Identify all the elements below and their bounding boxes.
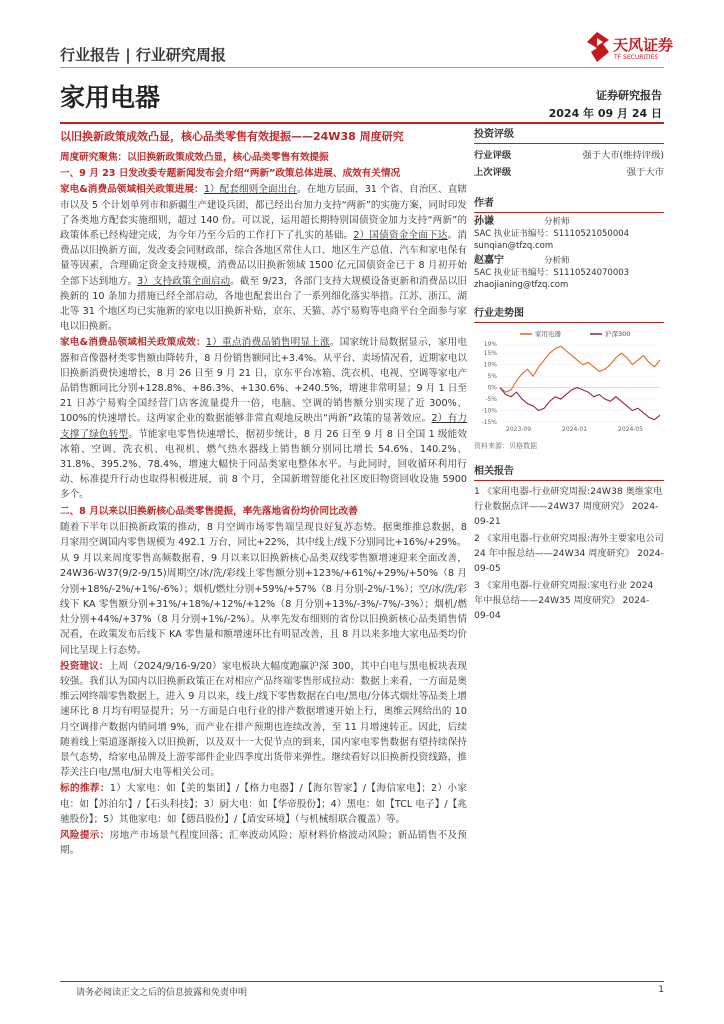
chart-source: 资料来源：贝格数据 xyxy=(474,442,537,450)
related-reports xyxy=(474,484,664,623)
x-tick-label: 2024-01 xyxy=(562,426,588,433)
paragraph-weekly-data: 从 9 月以来周度零售高频数据看，9 月以来以旧换新核心品类双线零售额增速迎来全面改善，24W36-W37(9/2-9/15)周期空/冰/洗/彩线上零售额分别+123%/+61%/+29%/+50%（8 月分别+18%/-2%/+1%/-6%）；烟机/燃灶分别+59%/+57%（8 月分别-2%/-1%）；空/冰/洗/彩线下 KA 零售额分别+31%/+18%/+12%/+12%（8 月分别+13%/-3%/-7%/-3%）；烟机/燃灶分别+44%/+37%（8 月分别+1%/-2%）。从率先发布细则的省份以旧换新核心品类销售情况看，在政策发布后线下 KA 零售量和额增速环比有明显改善，且 8 月以来多地大家电品类均价同比呈现上行态势。 xyxy=(60,553,467,656)
paragraph-policy-progress: 家电&消费品领域相关政策进展：1）配套细则全面出台。在地方层面，31 个省、自治区、直辖市以及 5 个计划单列市和新疆生产建设兵团，都已经出台加力支持“两新”的实施方案，同时印发了各类地方配套实施细则，超过 140 份。可以说，运用超长期特别国债资金加力支持“两新”的政策体系已经构建完成，为今年乃至今后的工作打下了扎实的基础。2）国债资金全面下达。消费品以旧换新方面，发改委会同财政部，综合各地区常住人口、地区生产总值、汽车和家电保有量等因素，合理确定资金支持规模，消费品以旧换新领域 1500 亿元国债资金已于 8 月初开始全部下达到地方。3）支持政策全面启动。截至 9/23，各部门支持大规模设备更新和消费品以旧换新的 10 条加力措施已经全部启动，各地也配套出台了一系列细化落实举措。江苏、浙江、湖北等 31 个地区均已实施新的家电以旧换新补贴，京东、天猫、苏宁易购等电商平台全面参与家电以旧换新。 xyxy=(60,184,468,333)
report-date: 2024 年 09 月 24 日 xyxy=(548,107,662,120)
y-tick-label: -15% xyxy=(481,419,497,426)
disclaimer: 请务必阅读正文之后的信息披露和免责申明 xyxy=(76,988,248,998)
y-tick-label: 15% xyxy=(483,350,497,358)
author-1-email[interactable]: sunqian@tfzq.com xyxy=(474,241,554,251)
related-title: 相关报告 xyxy=(474,459,664,481)
related-report-2[interactable]: 2 《家用电器-行业研究周报:海外主要家电公司 24 年中报总结——24W34 周度研究》 2024-09-05 xyxy=(474,533,664,574)
y-tick-label: 0% xyxy=(487,384,497,392)
paragraph-investment: 投资建议：上周（2024/9/16-9/20）家电板块大幅度跑赢沪深 300，其中白电与黑电板块表现较强。我们认为国内以旧换新政策正在对相应产品终端零售形成拉动：数据上来看，一方面是奥维云网终端零售数据上，进入 9 月以来，线上/线下零售数据在白电/黑电/分体式烟灶等品类上增速环比 8 月均有明显提升；另一方面是白电行业的排产数据增速开始上行，奥维云网给出的 10 月空调排产数据内销同增 9%，而产业在排产预期也连续改善，至 11 月增速转正。因此，后续随着线上渠道逐渐接入以旧换新，以及双十一大促节点的到来，国内家电零售数据有望持续保持景气态势，给家电品牌及上游零部件企业四季度出货带来弹性。继续看好以旧换新投资线路，推荐关注白电/黑电/厨大电等相关公司。 xyxy=(60,660,467,779)
x-tick-label: 2023-09 xyxy=(506,426,532,433)
y-tick-label: -10% xyxy=(481,407,497,415)
logo-mark-icon xyxy=(583,30,611,64)
author-2-email[interactable]: zhaojianing@tfzq.com xyxy=(474,280,569,290)
related-report-3[interactable]: 3 《家用电器-行业研究周报:家电行业 2024 年中报总结——24W35 周度研究》 2024-09-04 xyxy=(474,580,654,621)
legend-label-1: 沪深300 xyxy=(605,330,631,338)
trend-title: 行业走势图 xyxy=(474,301,664,323)
previous-rating: 上次评级 强于大市 xyxy=(474,167,664,178)
author-1: 孙谦 分析师 SAC 执业证书编号：S1110521050004 sunqian@tfzq.com xyxy=(474,216,664,252)
series-line-1 xyxy=(500,388,660,420)
y-tick-label: 5% xyxy=(487,373,497,381)
y-tick-label: 19% xyxy=(483,341,497,348)
author-2: 赵嘉宁 分析师 SAC 执业证书编号：S1110524070003 zhaojianing@tfzq.com xyxy=(474,255,664,291)
section-2-title: 二、8 月以来以旧换新核心品类零售提振，率先落地省份均价同比改善 xyxy=(60,505,358,517)
report-category: 行业报告 | 行业研究周报 xyxy=(60,46,226,64)
author-title: 作者 xyxy=(474,191,664,213)
section-1-title: 一、9 月 23 日发改委专题新闻发布会介绍“两新”政策总体进展、成效有关情况 xyxy=(60,168,401,180)
y-tick-label: 10% xyxy=(483,361,497,369)
logo-en: TF SECURITIES xyxy=(614,54,659,61)
headline: 以旧换新政策成效凸显，核心品类零售有效提振——24W38 周度研究 xyxy=(60,130,404,143)
main-content xyxy=(60,130,467,859)
paragraph-recommend: 标的推荐：1）大家电：如【美的集团】/【格力电器】/【海尔智家】/【海信家电】；2）小家电：如【苏泊尔】/【石头科技】；3）厨大电：如【华帝股份】；4）黑电：如【TCL 电子】/【兆驰股份】；5）其他家电：如【德昌股份】/【盾安环境】（与机械组联合覆盖）等。 xyxy=(60,783,467,825)
sidebar xyxy=(474,122,664,625)
page-number: 1 xyxy=(658,985,664,995)
legend-label-0: 家用电器 xyxy=(535,330,561,338)
focus-title: 周度研究聚焦：以旧换新政策成效凸显，核心品类零售有效提振 xyxy=(60,152,329,163)
related-report-1[interactable]: 1 《家用电器-行业研究周报:24W38 奥维家电行业数据点评——24W37 周度研究》 2024-09-21 xyxy=(474,486,663,527)
header-divider xyxy=(60,67,664,68)
logo-cn: 天风证券 xyxy=(613,36,674,54)
paragraph-policy-effect: 家电&消费品领域相关政策成效：1）重点消费品销售明显上涨。国家统计局数据显示，家用电器和音像器材类零售额由降转升，8 月份销售额同比+3.4%。从平台、卖场情况看，近期家电以旧换新消费快速增长，8 月 26 日至 9 月 21 日，京东平台冰箱、洗衣机、电视、空调等家电产品销售额同比分别+128.8%、+86.3%、+130.6%、+240.5%，增速非常明显；9 月 1 日至 21 日苏宁易购全国经营门店客流量提升一倍，电脑、空调的销售额分别实现了近 300%、100%的快速增长。这两家企业的数据能够非常直观地反映出“两新”政策的显著效应。2）有力支撑了绿色转型。节能家电零售快速增长，据初步统计，8 月 26 日至 9 月 8 日全国 1 级能效冰箱、空调、洗衣机、电视机、燃气热水器线上销售额分别同比增长 54.6%、140.2%、31.8%、395.2%、78.4%，增速大幅快于同品类家电整体水平。与此同时，回收循环利用行动、标准提升行动也取得积极进展，前 8 个月，全国新增智能化社区废旧物资回收设施 5900 多个。 xyxy=(60,337,467,501)
trend-chart xyxy=(474,326,664,436)
company-logo xyxy=(583,30,673,70)
footer-divider xyxy=(60,981,664,982)
report-type: 证券研究报告 xyxy=(596,89,662,102)
paragraph-ac-retail: 随着下半年以旧换新政策的推动，8 月空调市场零售端呈现良好复苏态势。据奥维推总数据，8 月家用空调国内零售规模为 492.1 万台，同比+22%，其中线上/线下分别同比+16%/+29%。 xyxy=(60,521,467,549)
x-tick-label: 2024-05 xyxy=(618,426,644,433)
y-tick-label: -5% xyxy=(485,396,497,404)
industry-rating: 行业评级 强于大市(维持评级) xyxy=(474,150,664,161)
rating-title: 投资评级 xyxy=(474,122,664,144)
industry-title: 家用电器 xyxy=(60,83,161,112)
paragraph-risk: 风险提示：房地产市场景气程度回落；汇率波动风险；原材料价格波动风险；新品销售不及预期。 xyxy=(60,829,468,857)
